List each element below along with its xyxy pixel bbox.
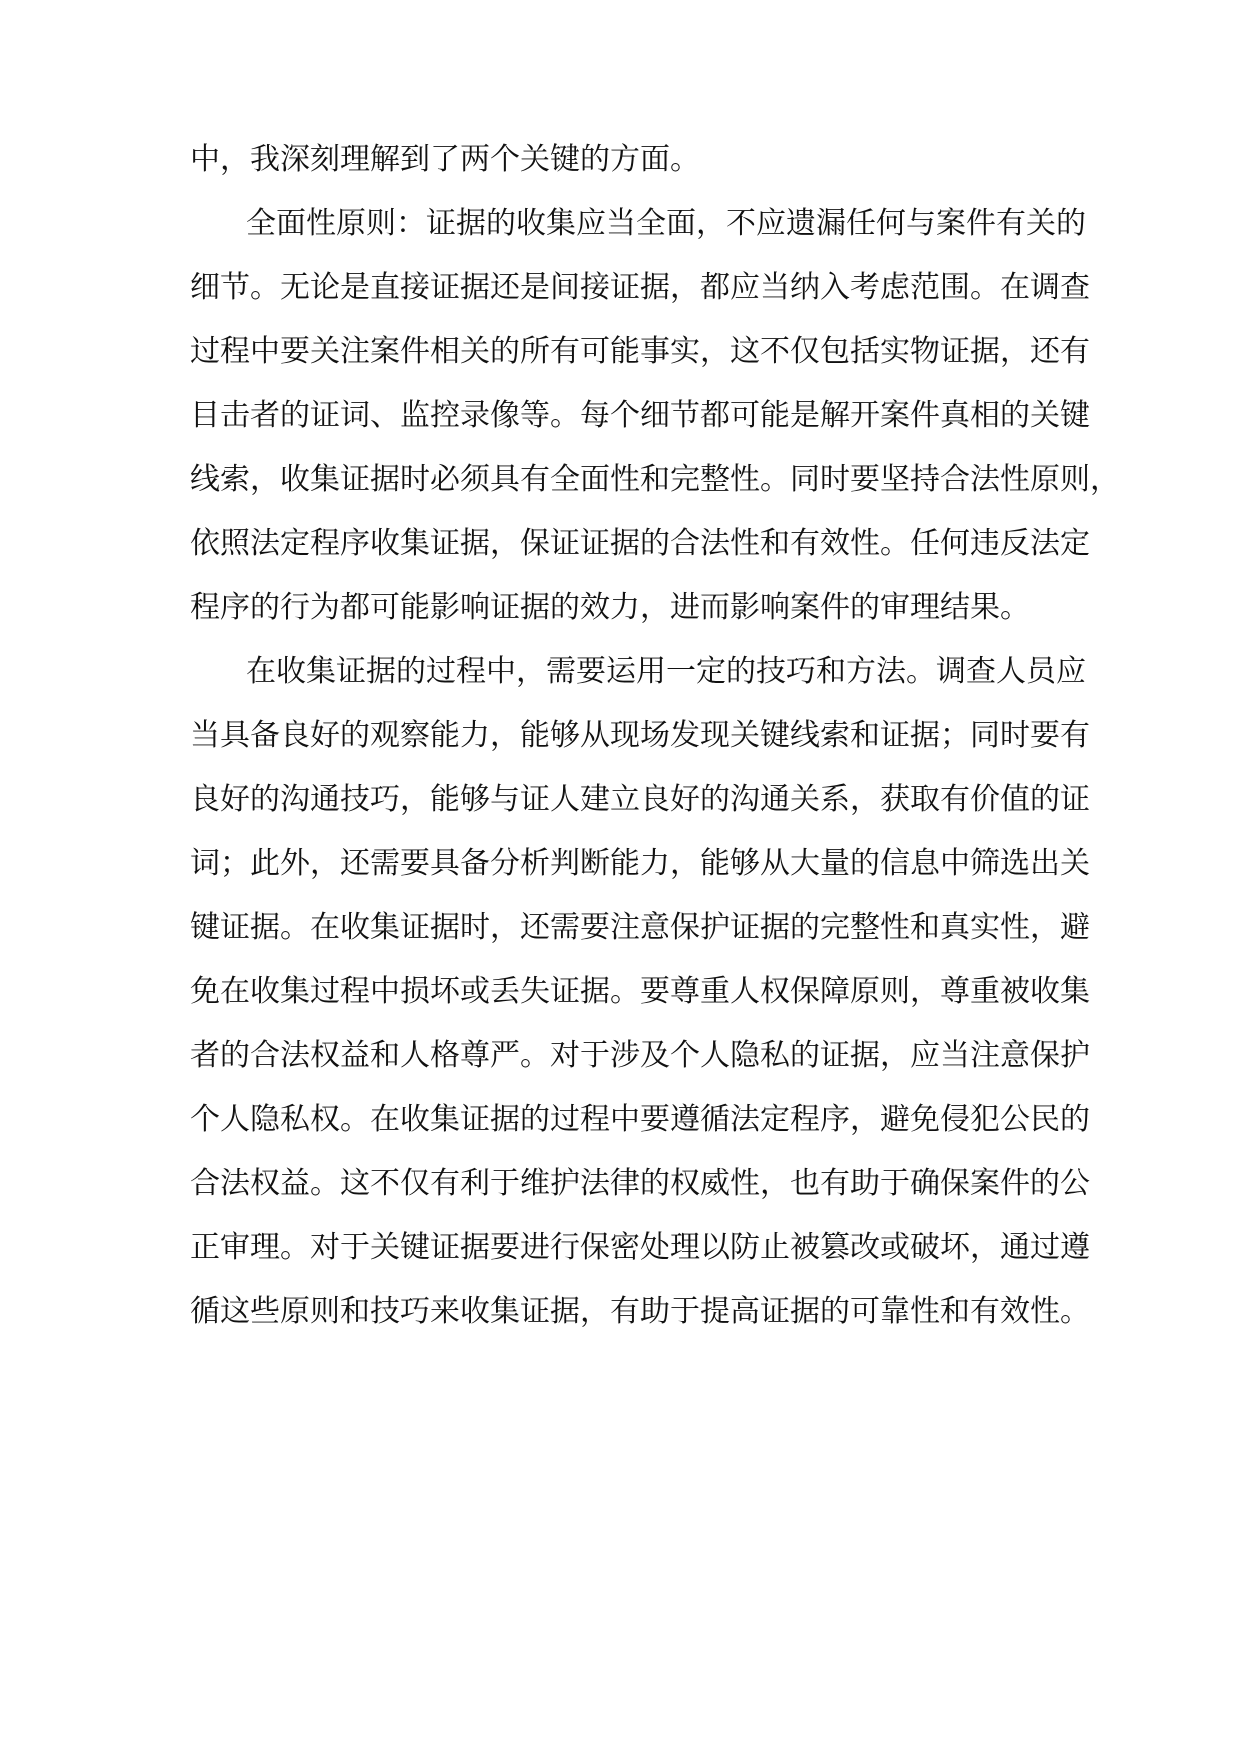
text-line: 免在收集过程中损坏或丢失证据。要尊重人权保障原则，尊重被收集 xyxy=(190,974,1090,1009)
text-line: 键证据。在收集证据时，还需要注意保护证据的完整性和真实性，避 xyxy=(190,910,1090,945)
text-line: 细节。无论是直接证据还是间接证据，都应当纳入考虑范围。在调查 xyxy=(190,270,1090,305)
text-line: 正审理。对于关键证据要进行保密处理以防止被篡改或破坏，通过遵 xyxy=(190,1230,1090,1265)
text-line: 线索，收集证据时必须具有全面性和完整性。同时要坚持合法性原则， xyxy=(190,462,1120,497)
text-line: 在收集证据的过程中，需要运用一定的技巧和方法。调查人员应 xyxy=(246,654,1086,689)
text-line: 依照法定程序收集证据，保证证据的合法性和有效性。任何违反法定 xyxy=(190,526,1090,561)
text-line: 者的合法权益和人格尊严。对于涉及个人隐私的证据，应当注意保护 xyxy=(190,1038,1090,1073)
text-line: 当具备良好的观察能力，能够从现场发现关键线索和证据；同时要有 xyxy=(190,718,1090,753)
text-line: 中，我深刻理解到了两个关键的方面。 xyxy=(190,142,700,177)
text-line: 程序的行为都可能影响证据的效力，进而影响案件的审理结果。 xyxy=(190,590,1030,625)
text-line: 合法权益。这不仅有利于维护法律的权威性，也有助于确保案件的公 xyxy=(190,1166,1090,1201)
text-line: 目击者的证词、监控录像等。每个细节都可能是解开案件真相的关键 xyxy=(190,398,1090,433)
text-line: 过程中要关注案件相关的所有可能事实，这不仅包括实物证据，还有 xyxy=(190,334,1090,369)
text-line: 个人隐私权。在收集证据的过程中要遵循法定程序，避免侵犯公民的 xyxy=(190,1102,1090,1137)
text-line: 全面性原则：证据的收集应当全面，不应遗漏任何与案件有关的 xyxy=(246,206,1086,241)
text-line: 循这些原则和技巧来收集证据，有助于提高证据的可靠性和有效性。 xyxy=(190,1294,1090,1329)
text-line: 词；此外，还需要具备分析判断能力，能够从大量的信息中筛选出关 xyxy=(190,846,1090,881)
text-line: 良好的沟通技巧，能够与证人建立良好的沟通关系，获取有价值的证 xyxy=(190,782,1090,817)
